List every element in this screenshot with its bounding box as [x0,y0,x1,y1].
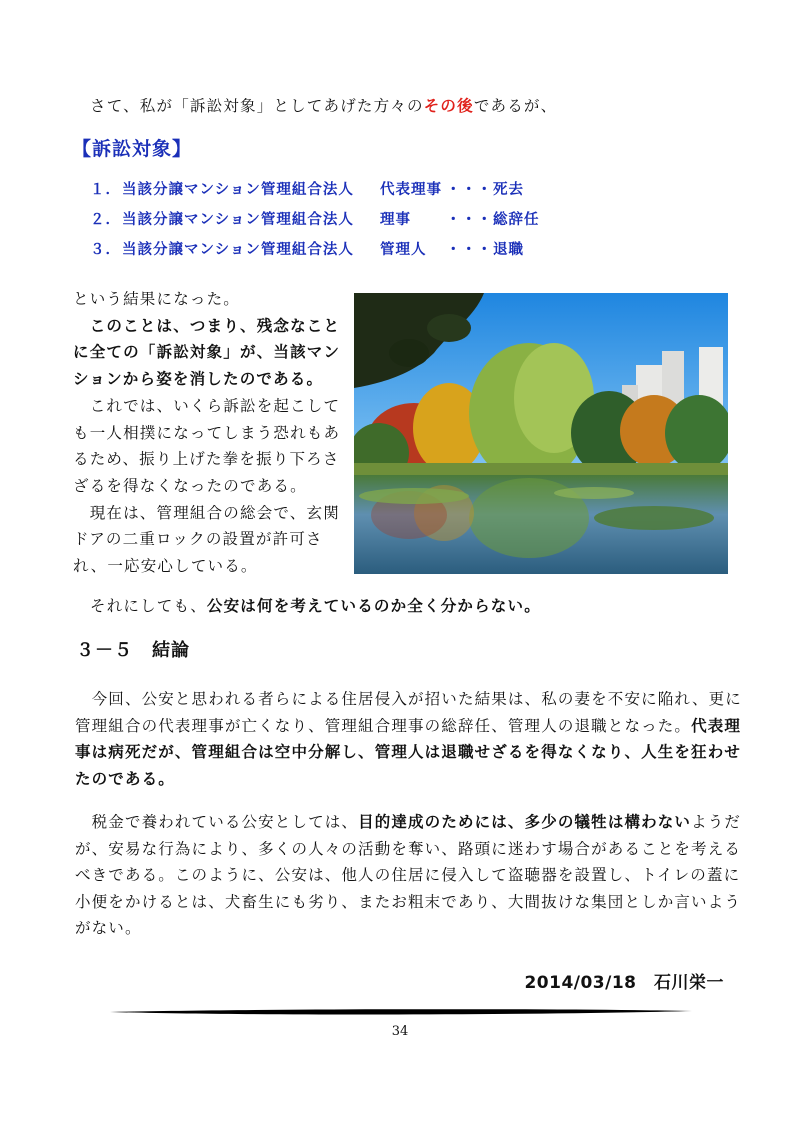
closing-text: それにしても、 [90,597,207,615]
left-line: という結果になった。 [73,290,241,308]
target-role: 代表理事 [380,182,442,198]
left-line: るため、振り上げた拳を振り下ろさ [73,450,340,469]
text-run-bold: たのである。 [75,769,175,788]
intro-text-before: さて、私が「訴訟対象」としてあげた方々の [90,97,424,115]
intro-text-after: であるが、 [473,97,558,115]
text-run: 税金で養われている公安としては、 [75,813,359,831]
target-number: １． [90,182,121,198]
left-line: れ、一応安心している。 [73,557,258,576]
target-dots: ・・・ [446,212,493,228]
text-run: がない。 [75,919,142,938]
text-run: 管理組合の代表理事が亡くなり、管理組合理事の総辞任、管理人の退職となった。 [75,716,692,735]
page-number: 34 [391,1024,409,1039]
left-line: ションから姿を消したのである。 [73,370,324,389]
left-line: 現在は、管理組合の総会で、玄関 [73,503,340,522]
conclusion-paragraph-2 [75,809,741,942]
para-line [75,766,742,793]
left-line: ざるを得なくなったのである。 [73,476,307,495]
litigation-targets-heading: 【訴訟対象】 [72,138,193,160]
park-pond-illustration [354,293,728,574]
target-outcome: 退職 [493,242,524,258]
target-dots: ・・・ [446,242,493,258]
text-run: 今回、公安と思われる者らによる住居侵入が招いた結果は、私の妻を不安に陥れ、更に [75,690,742,708]
para-line [75,739,742,766]
target-number: ２． [90,212,121,228]
text-run: 小便をかけるとは、犬畜生にも劣り、またお粗末であり、大間抜けな集団としか言いよう [75,892,742,911]
target-entity: 当該分譲マンション管理組合法人 [122,242,354,258]
target-entity: 当該分譲マンション管理組合法人 [122,212,354,228]
left-line: も一人相撲になってしまう恐れもあ [73,423,341,442]
text-run-bold: 目的達成のためには、多少の犠牲は構わない [358,813,692,831]
closing-emphasis: 公安は何を考えているのか全く分からない。 [206,597,541,615]
date-signature: 2014/03/18 石川栄一 [524,973,724,993]
target-outcome: 死去 [493,182,524,198]
target-dots: ・・・ [446,182,493,198]
text-run-bold: 事は病死だが、管理組合は空中分解し、管理人は退職せざるを得なくなり、人生を狂わせ [75,743,742,762]
footer-divider [110,1007,692,1017]
target-role: 管理人 [380,242,427,258]
para-line [75,686,742,713]
intro-highlight: その後 [423,97,474,115]
text-run-bold: 代表理 [691,716,742,735]
conclusion-paragraph-1 [75,686,742,792]
para-line [75,809,741,836]
left-line: に全ての「訴訟対象」が、当該マン [73,343,341,362]
left-line: このことは、つまり、残念なこと [73,316,341,335]
para-line [75,836,741,863]
text-run: が、安易な行為により、多くの人々の活動を奪い、路頭に迷わす場合があることを考える [75,839,742,858]
park-pond-photo [354,293,728,574]
text-run: ようだ [691,813,742,831]
para-line [75,713,742,740]
target-role: 理事 [380,212,411,228]
closing-line [90,594,541,616]
conclusion-heading: ３－５ 結論 [76,640,190,661]
para-line [75,915,741,942]
para-line [75,889,741,916]
left-line: ドアの二重ロックの設置が許可さ [73,530,323,549]
target-outcome: 総辞任 [493,212,540,228]
para-line [75,862,741,889]
target-entity: 当該分譲マンション管理組合法人 [122,182,354,198]
left-line: これでは、いくら訴訟を起こして [73,396,341,415]
text-run: べきである。このように、公安は、他人の住居に侵入して盗聴器を設置し、トイレの蓋に [75,866,741,885]
target-number: ３． [90,242,121,258]
intro-line [90,94,557,116]
left-column-text [73,286,340,580]
